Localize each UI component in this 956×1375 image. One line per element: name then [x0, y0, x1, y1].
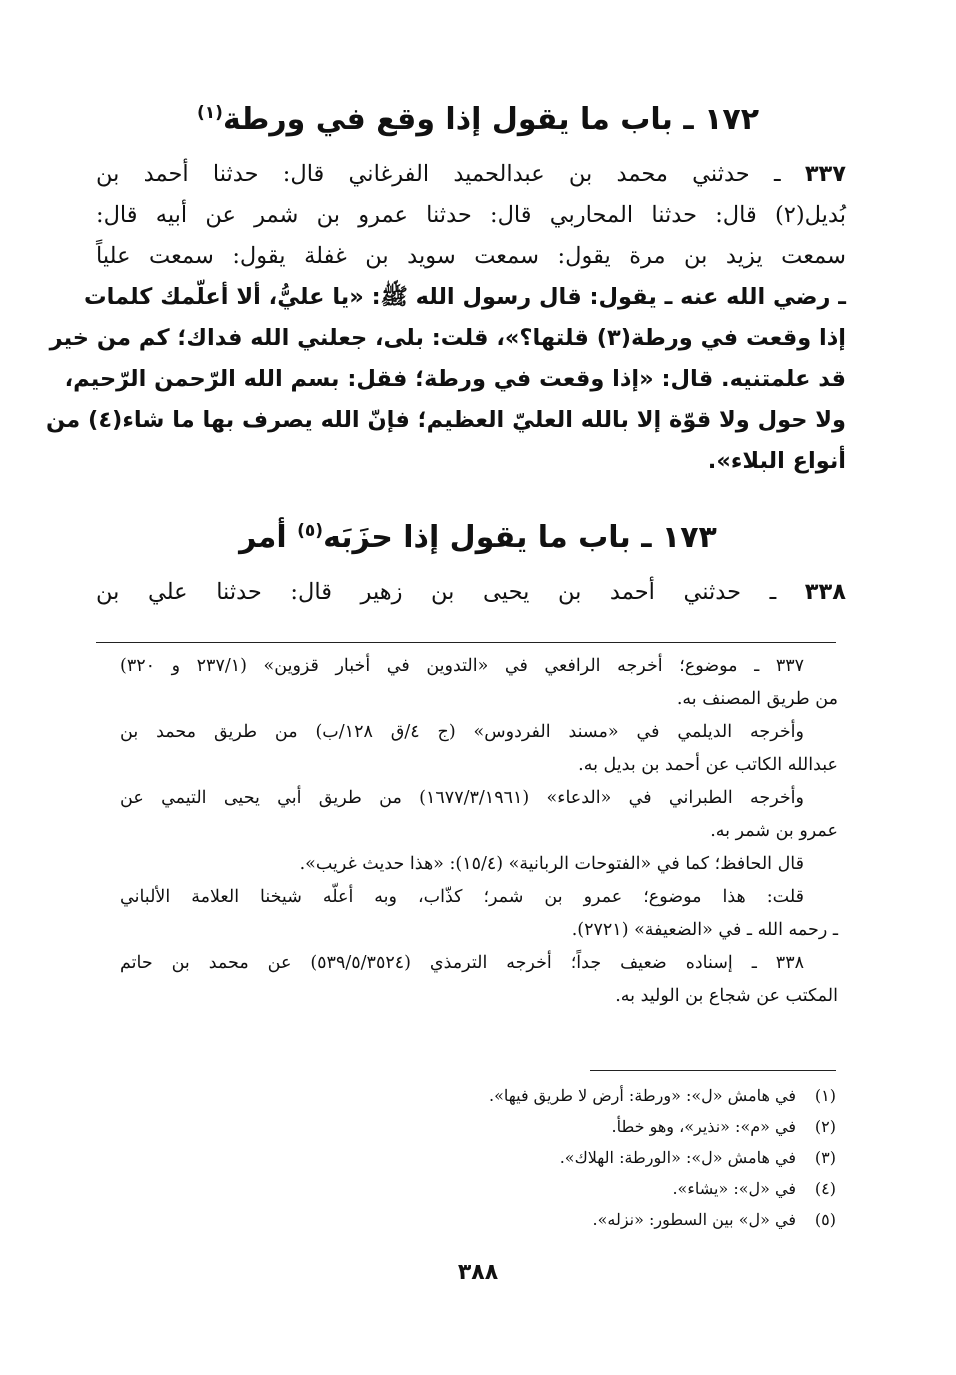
footnote-divider: [590, 1070, 836, 1071]
text-line: ٣٣٧ ـ حدثني محمد بن عبدالحميد الفرغاني قال: حدثنا أحمد بن: [96, 161, 847, 187]
chapter-title: ١٧٣ ـ باب ما يقول إذا حزَبَه: [323, 520, 717, 555]
text-line: قد علمتنيه. قال: «إذا وقعت في ورطة؛ فقل: بسم الله الرّحمن الرّحيم،: [64, 366, 846, 392]
commentary-paragraph: وأخرجه الديلمي في «مسند الفردوس» (ج ٤/ق ١٢٨/ب) من طريق محمد بن عبدالله الكاتب عن أحمد بن بديل به.: [120, 722, 838, 775]
chapter-title-end: أمر: [239, 520, 287, 555]
hadith-number: ٣٣٧: [804, 161, 847, 187]
chapter-heading-173: [60, 518, 896, 558]
hadith-number: ٣٣٨: [804, 579, 846, 605]
hadith-337: [46, 154, 847, 482]
footnote: (٢)في «م»: «نذير»، وهو خطأ.: [611, 1117, 836, 1136]
text-line: أنواع البلاء».: [707, 448, 846, 474]
page-number: ٣٨٨: [457, 1260, 499, 1285]
footnote: (١)في هامش «ل»: «ورطة: أرض لا طريق فيها».: [488, 1086, 836, 1105]
text-line: إذا وقعت في ورطة(٣) قلتها؟»، قلت: بلى، جعلني الله فداك؛ كم من خير: [49, 325, 846, 351]
chapter-title: ١٧٢ ـ باب ما يقول إذا وقع في ورطة: [222, 102, 760, 137]
text-line: ولا حول ولا قوّة إلا بالله العليّ العظيم؛ فإنّ الله يصرف بها ما شاء(٤) من: [46, 407, 846, 433]
footnotes: [300, 1080, 836, 1235]
text-line: بُديل(٢) قال: حدثنا المحاربي قال: حدثنا عمرو بن شمر عن أبيه قال:: [96, 202, 846, 228]
text-line: ـ رضي الله عنه ـ يقول: قال رسول الله ﷺ: «يا عليُّ، ألا أعلّمك كلمات: [83, 284, 846, 310]
footnote: (٣)في هامش «ل»: «الورطة: الهلاك».: [559, 1148, 836, 1167]
hadith-338: [96, 572, 846, 613]
footnote-ref: (١): [196, 103, 223, 123]
commentary-divider: [96, 642, 836, 643]
commentary-paragraph: قلت: هذا موضوع؛ عمرو بن شمر؛ كذّاب، وبه أعلّه شيخنا العلامة الألباني ـ رحمه الله ـ في «الضعيفة» (٢٧٢١).: [120, 887, 838, 940]
commentary-paragraph: ٣٣٨ ـ إسناده ضعيف جداً؛ أخرجه الترمذي (٥٣٩/٥/٣٥٢٤) عن محمد بن حاتم المكتب عن شجاع بن الوليد به.: [120, 953, 838, 1006]
footnote-ref: (٥): [297, 521, 324, 541]
commentary-section: [120, 650, 838, 1013]
text-line: سمعت يزيد بن مرة يقول: سمعت سويد بن غفلة يقول: سمعت علياً: [96, 243, 846, 269]
chapter-heading-172: [60, 100, 896, 140]
text-line: ٣٣٨ ـ حدثني أحمد بن يحيى بن زهير قال: حدثنا علي بن: [96, 579, 846, 605]
footnote: (٤)في «ل»: «يشاء».: [672, 1179, 836, 1198]
footnote: (٥)في «ل» بين السطور: «نزله».: [592, 1210, 836, 1229]
commentary-paragraph: ٣٣٧ ـ موضوع؛ أخرجه الرافعي في «التدوين في أخبار قزوين» (٢٣٧/١ و ٣٢٠) من طريق المصنف به.: [120, 656, 838, 709]
commentary-paragraph: قال الحافظ؛ كما في «الفتوحات الربانية» (١٥/٤): «هذا حديث غريب».: [299, 854, 804, 874]
commentary-paragraph: وأخرجه الطبراني في «الدعاء» (١٦٧٧/٣/١٩٦١) من طريق أبي يحيى التيمي عن عمرو بن شمر به.: [120, 788, 838, 841]
